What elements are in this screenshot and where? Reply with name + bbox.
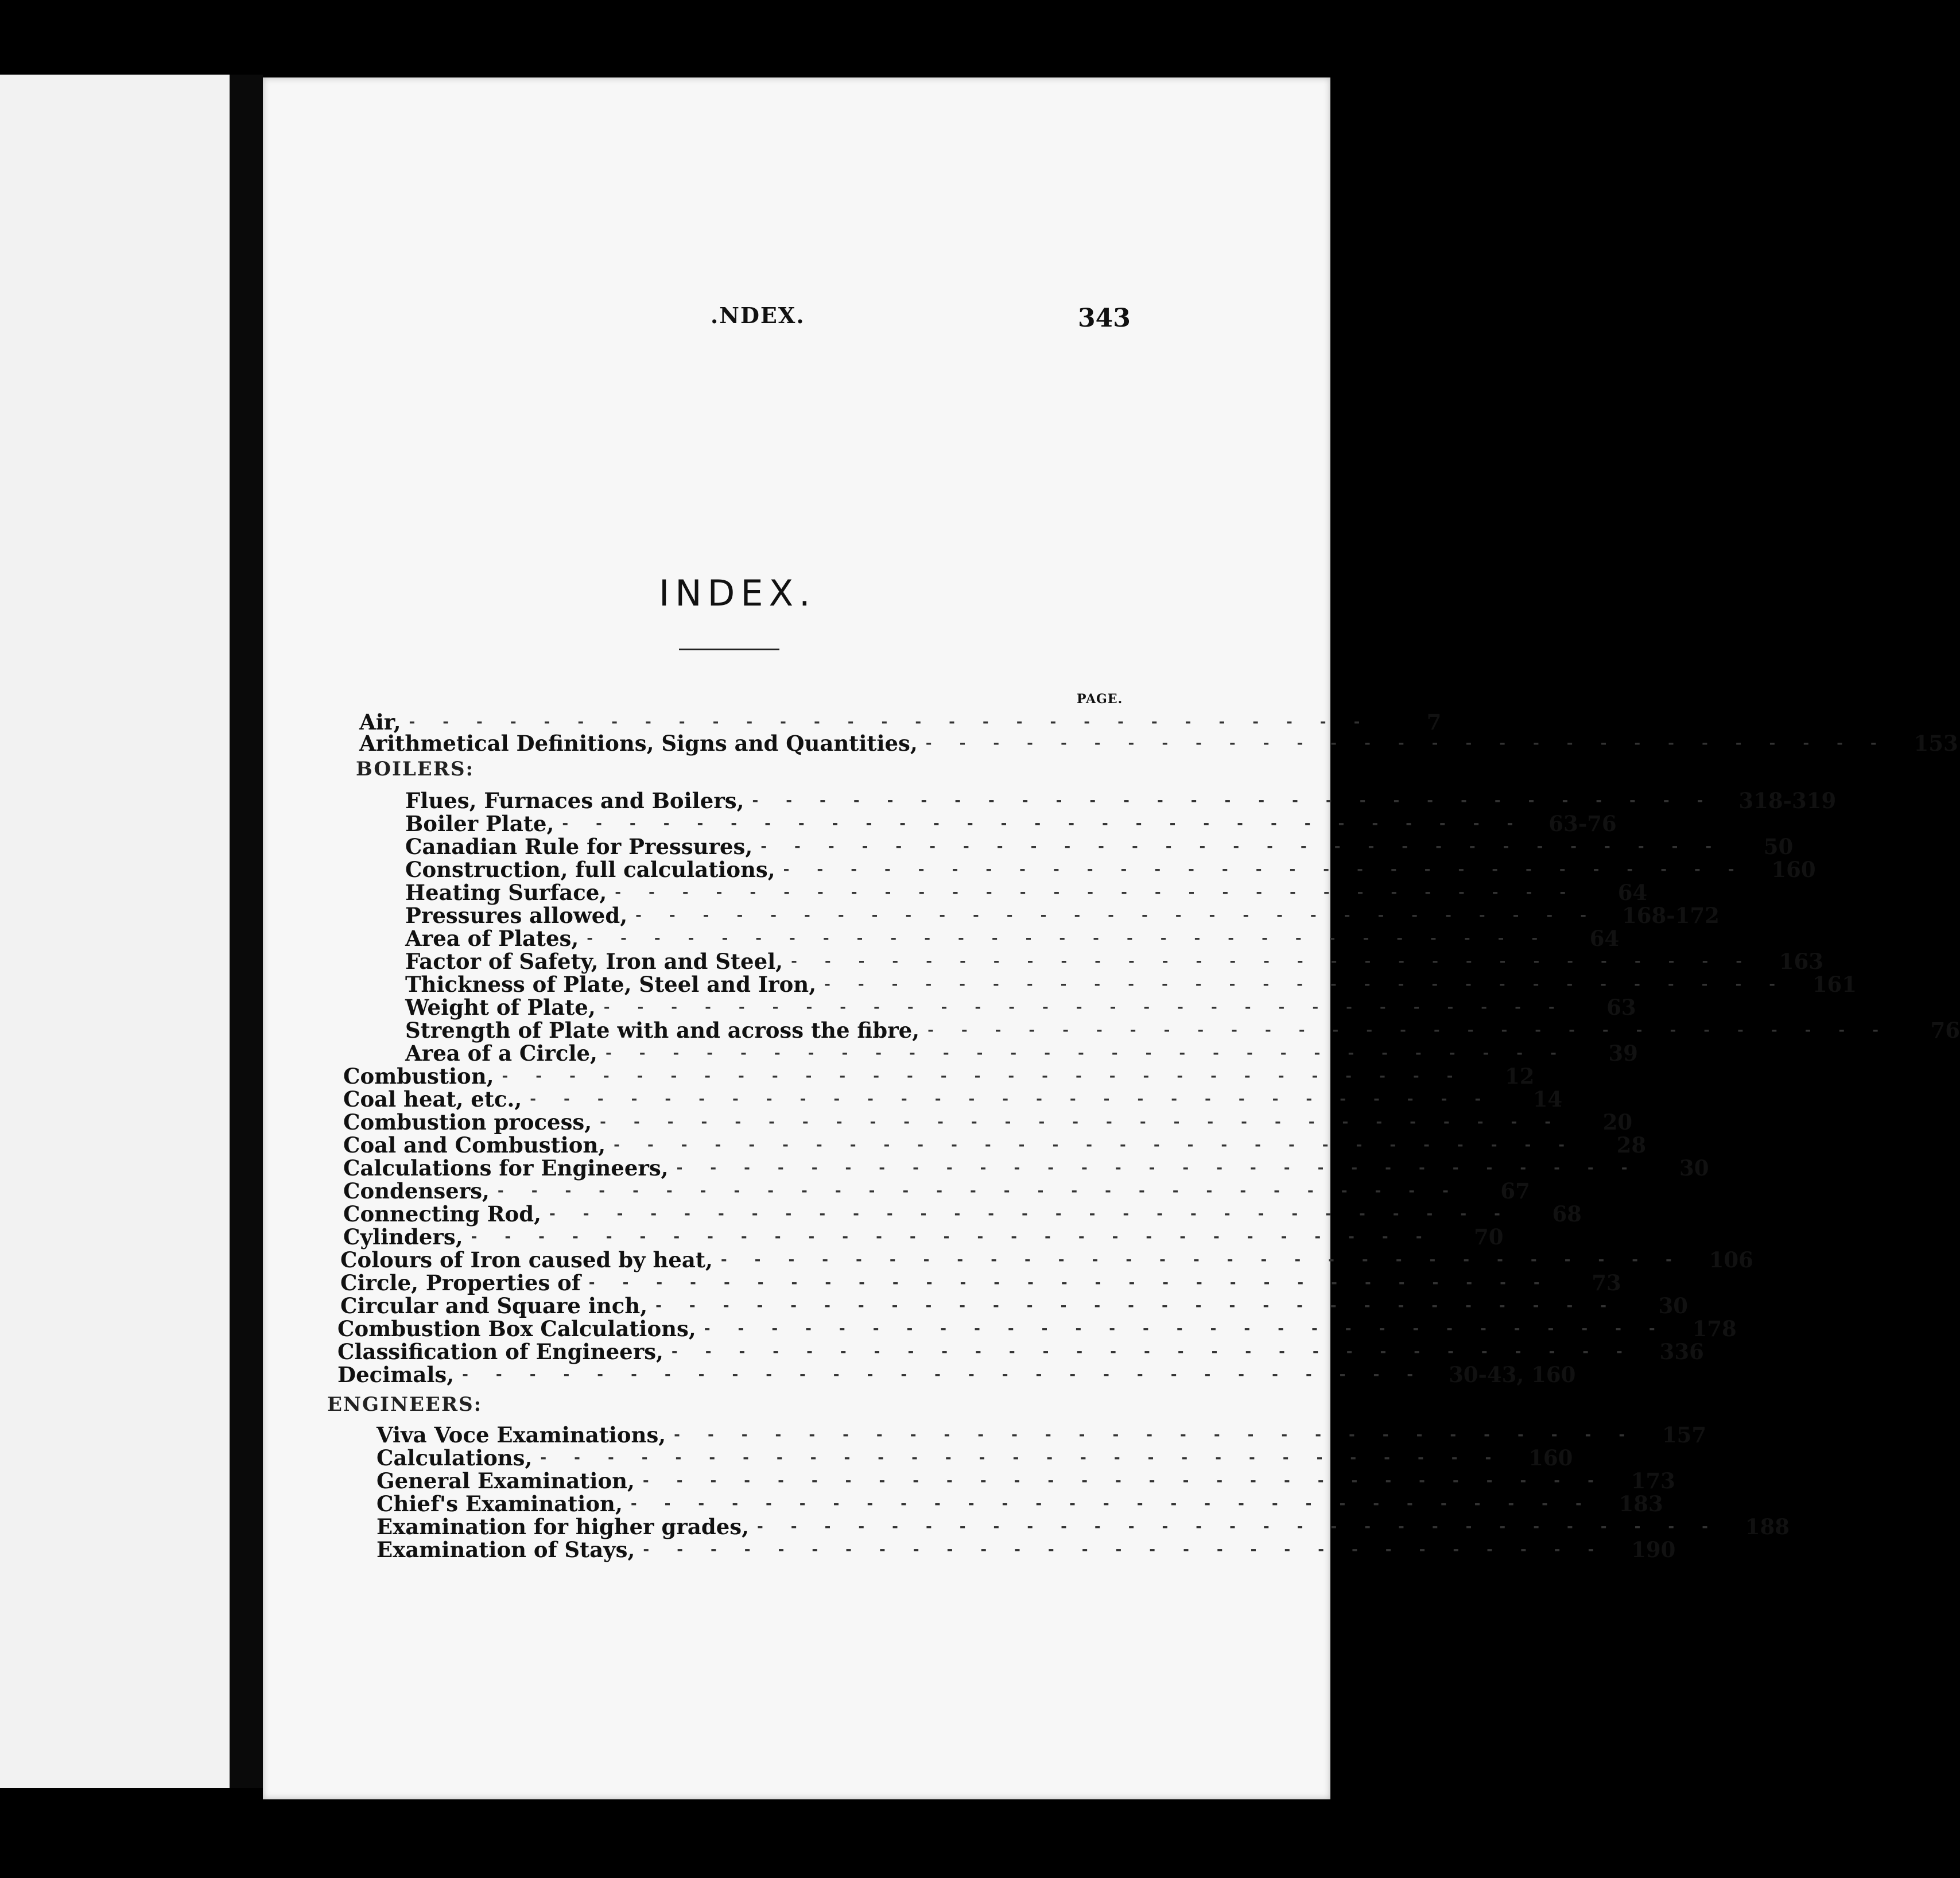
- index-entry-text: Thickness of Plate, Steel and Iron,: [405, 972, 817, 997]
- index-entry-page: 67: [1500, 1178, 1530, 1204]
- index-entry-page: 160: [1528, 1445, 1573, 1470]
- index-entry-text: Arithmetical Definitions, Signs and Quantities,: [359, 731, 918, 756]
- page-column-header: PAGE.: [1077, 692, 1123, 707]
- index-entry: [405, 1018, 1960, 1043]
- dot-leader: -----------------------------: [497, 1182, 1476, 1200]
- index-entry-text: Heating Surface,: [405, 880, 607, 905]
- index-entry-text: Air,: [359, 709, 401, 735]
- running-head: .NDEX.: [711, 302, 805, 328]
- index-entry: [377, 1422, 1707, 1448]
- dot-leader: -----------------------------: [635, 907, 1614, 924]
- page-number: 343: [1078, 304, 1131, 333]
- dot-leader: -----------------------------: [671, 1343, 1650, 1360]
- dot-leader: -----------------------------: [642, 1472, 1621, 1489]
- index-entry-page: 318-319: [1738, 788, 1837, 813]
- index-entry-page: 7: [1426, 709, 1442, 735]
- index-entry: [405, 834, 1794, 859]
- index-entry-page: 157: [1662, 1422, 1707, 1448]
- index-entry-page: 153: [1914, 731, 1958, 756]
- index-entry-page: 106: [1709, 1247, 1753, 1272]
- dot-leader: -----------------------------: [824, 976, 1803, 993]
- dot-leader: -----------------------------: [704, 1320, 1683, 1337]
- dot-leader: -----------------------------: [676, 1159, 1655, 1177]
- dot-leader: -----------------------------: [655, 1297, 1635, 1314]
- index-entry-text: Circular and Square inch,: [340, 1293, 648, 1318]
- index-entry-text: Viva Voce Examinations,: [377, 1422, 666, 1448]
- index-entry-page: 12: [1504, 1064, 1535, 1089]
- index-entry-text: Boiler Plate,: [405, 811, 554, 836]
- index-entry-text: Decimals,: [337, 1362, 455, 1387]
- index-entry: [405, 926, 1620, 951]
- index-entry-page: 63-76: [1548, 811, 1617, 836]
- index-entry-text: Coal and Combustion,: [343, 1132, 606, 1158]
- index-entry-text: Calculations for Engineers,: [343, 1155, 669, 1181]
- dot-leader: -----------------------------: [760, 838, 1740, 855]
- index-entry: [377, 1468, 1675, 1493]
- index-entry-page: 50: [1763, 834, 1794, 859]
- index-entry: [405, 811, 1617, 836]
- index-entry-page: 76: [1930, 1018, 1960, 1043]
- index-entry-page: 30: [1679, 1155, 1709, 1181]
- index-entry-text: Weight of Plate,: [405, 995, 596, 1020]
- dot-leader: -----------------------------: [502, 1068, 1481, 1085]
- index-entry: [343, 1109, 1633, 1135]
- dot-leader: -----------------------------: [757, 1518, 1736, 1535]
- dot-leader: -----------------------------: [783, 861, 1762, 878]
- dot-leader: -----------------------------: [462, 1366, 1441, 1383]
- index-entry-text: Connecting Rod,: [343, 1201, 541, 1227]
- dot-leader: -----------------------------: [630, 1495, 1609, 1512]
- dot-leader: -----------------------------: [791, 953, 1770, 970]
- index-entry-page: 70: [1474, 1224, 1504, 1250]
- index-entry-text: Examination for higher grades,: [377, 1514, 749, 1539]
- index-entry: [343, 1132, 1647, 1158]
- index-entry: [343, 1224, 1504, 1250]
- index-entry-text: Combustion,: [343, 1064, 494, 1089]
- index-entry-text: Condensers,: [343, 1178, 490, 1204]
- index-entry: [377, 1514, 1790, 1539]
- title-rule: [679, 649, 779, 650]
- dot-leader: -----------------------------: [540, 1449, 1519, 1466]
- dot-leader: -----------------------------: [925, 735, 1904, 752]
- dot-leader: -----------------------------: [471, 1228, 1450, 1245]
- index-entry-text: Classification of Engineers,: [337, 1339, 663, 1364]
- index-entry: [377, 1491, 1663, 1516]
- dot-leader: -----------------------------: [643, 1541, 1622, 1558]
- index-entry: [359, 731, 1958, 756]
- index-entry: [405, 880, 1648, 905]
- section-heading: BOILERS:: [356, 758, 475, 781]
- index-entry-page: 168-172: [1622, 903, 1720, 928]
- dot-leader: -----------------------------: [409, 713, 1388, 731]
- index-entry-page: 64: [1589, 926, 1620, 951]
- index-entry: [405, 1041, 1638, 1066]
- dot-leader: -----------------------------: [549, 1205, 1528, 1223]
- index-entry: [343, 1155, 1709, 1181]
- index-entry-text: Chief's Examination,: [377, 1491, 623, 1516]
- index-entry-page: 63: [1606, 995, 1636, 1020]
- dot-leader: -----------------------------: [562, 815, 1541, 832]
- index-entry-page: 14: [1532, 1087, 1563, 1112]
- index-entry-text: Examination of Stays,: [377, 1537, 635, 1562]
- index-entry-page: 161: [1812, 972, 1857, 997]
- index-entry-text: Colours of Iron caused by heat,: [340, 1247, 713, 1272]
- index-entry: [405, 788, 1837, 813]
- index-entry: [340, 1293, 1689, 1318]
- index-entry: [377, 1445, 1573, 1470]
- index-entry: [405, 857, 1816, 882]
- index-entry: [337, 1362, 1576, 1387]
- index-entry-text: Strength of Plate with and across the fibre,: [405, 1018, 920, 1043]
- facing-page: [0, 75, 230, 1788]
- section-heading: ENGINEERS:: [327, 1393, 483, 1416]
- index-entry-page: 64: [1617, 880, 1648, 905]
- dot-leader: -----------------------------: [600, 1113, 1579, 1131]
- index-entry-page: 173: [1631, 1468, 1675, 1493]
- index-entry: [337, 1316, 1737, 1341]
- index-page: [263, 77, 1960, 1799]
- index-entry: [337, 1339, 1704, 1364]
- index-entry-text: Pressures allowed,: [405, 903, 628, 928]
- index-entry-page: 336: [1659, 1339, 1704, 1364]
- index-entry-page: 188: [1745, 1514, 1790, 1539]
- book-gutter: [230, 75, 263, 1788]
- index-entry: [405, 949, 1824, 974]
- index-entry-page: 28: [1616, 1132, 1647, 1158]
- dot-leader: -----------------------------: [605, 1045, 1584, 1062]
- index-entry-text: Flues, Furnaces and Boilers,: [405, 788, 744, 813]
- dot-leader: -----------------------------: [614, 1136, 1593, 1154]
- index-entry-text: Circle, Properties of: [340, 1270, 581, 1295]
- index-entry-text: Area of a Circle,: [405, 1041, 597, 1066]
- index-entry-text: Canadian Rule for Pressures,: [405, 834, 753, 859]
- page-title: INDEX.: [659, 572, 816, 614]
- index-entry: [343, 1087, 1563, 1112]
- dot-leader: -----------------------------: [927, 1022, 1907, 1039]
- index-entry-text: Coal heat, etc.,: [343, 1087, 522, 1112]
- dot-leader: -----------------------------: [720, 1251, 1699, 1268]
- dot-leader: -----------------------------: [603, 999, 1582, 1016]
- index-entry-text: Calculations,: [377, 1445, 533, 1470]
- index-entry-page: 30-43, 160: [1449, 1362, 1576, 1387]
- index-entry-text: Cylinders,: [343, 1224, 463, 1250]
- index-entry: [377, 1537, 1676, 1562]
- index-entry-page: 190: [1631, 1537, 1676, 1562]
- index-entry: [405, 995, 1636, 1020]
- index-entry-page: 183: [1619, 1491, 1663, 1516]
- index-entry-text: Combustion Box Calculations,: [337, 1316, 696, 1341]
- index-entry-page: 20: [1602, 1109, 1633, 1135]
- index-entry-text: Factor of Safety, Iron and Steel,: [405, 949, 783, 974]
- index-entry: [340, 1270, 1621, 1295]
- index-entry-page: 39: [1608, 1041, 1638, 1066]
- dot-leader: -----------------------------: [588, 1274, 1567, 1291]
- index-entry: [343, 1178, 1530, 1204]
- index-entry-page: 178: [1692, 1316, 1737, 1341]
- index-entry: [343, 1064, 1535, 1089]
- dot-leader: -----------------------------: [615, 884, 1594, 901]
- index-entry-text: Combustion process,: [343, 1109, 592, 1135]
- index-entry: [343, 1201, 1582, 1227]
- index-entry: [340, 1247, 1753, 1272]
- index-entry: [405, 903, 1720, 928]
- index-entry: [359, 709, 1442, 735]
- index-entry: [405, 972, 1857, 997]
- index-entry-text: General Examination,: [377, 1468, 635, 1493]
- index-entry-text: Area of Plates,: [405, 926, 579, 951]
- index-entry-text: Construction, full calculations,: [405, 857, 775, 882]
- index-entry-page: 68: [1552, 1201, 1582, 1227]
- dot-leader: -----------------------------: [587, 930, 1566, 947]
- dot-leader: -----------------------------: [752, 792, 1731, 809]
- dot-leader: -----------------------------: [530, 1091, 1509, 1108]
- index-entry-page: 163: [1779, 949, 1824, 974]
- dot-leader: -----------------------------: [674, 1426, 1653, 1444]
- index-entry-page: 30: [1658, 1293, 1689, 1318]
- index-entry-page: 160: [1771, 857, 1816, 882]
- index-entry-page: 73: [1592, 1270, 1621, 1295]
